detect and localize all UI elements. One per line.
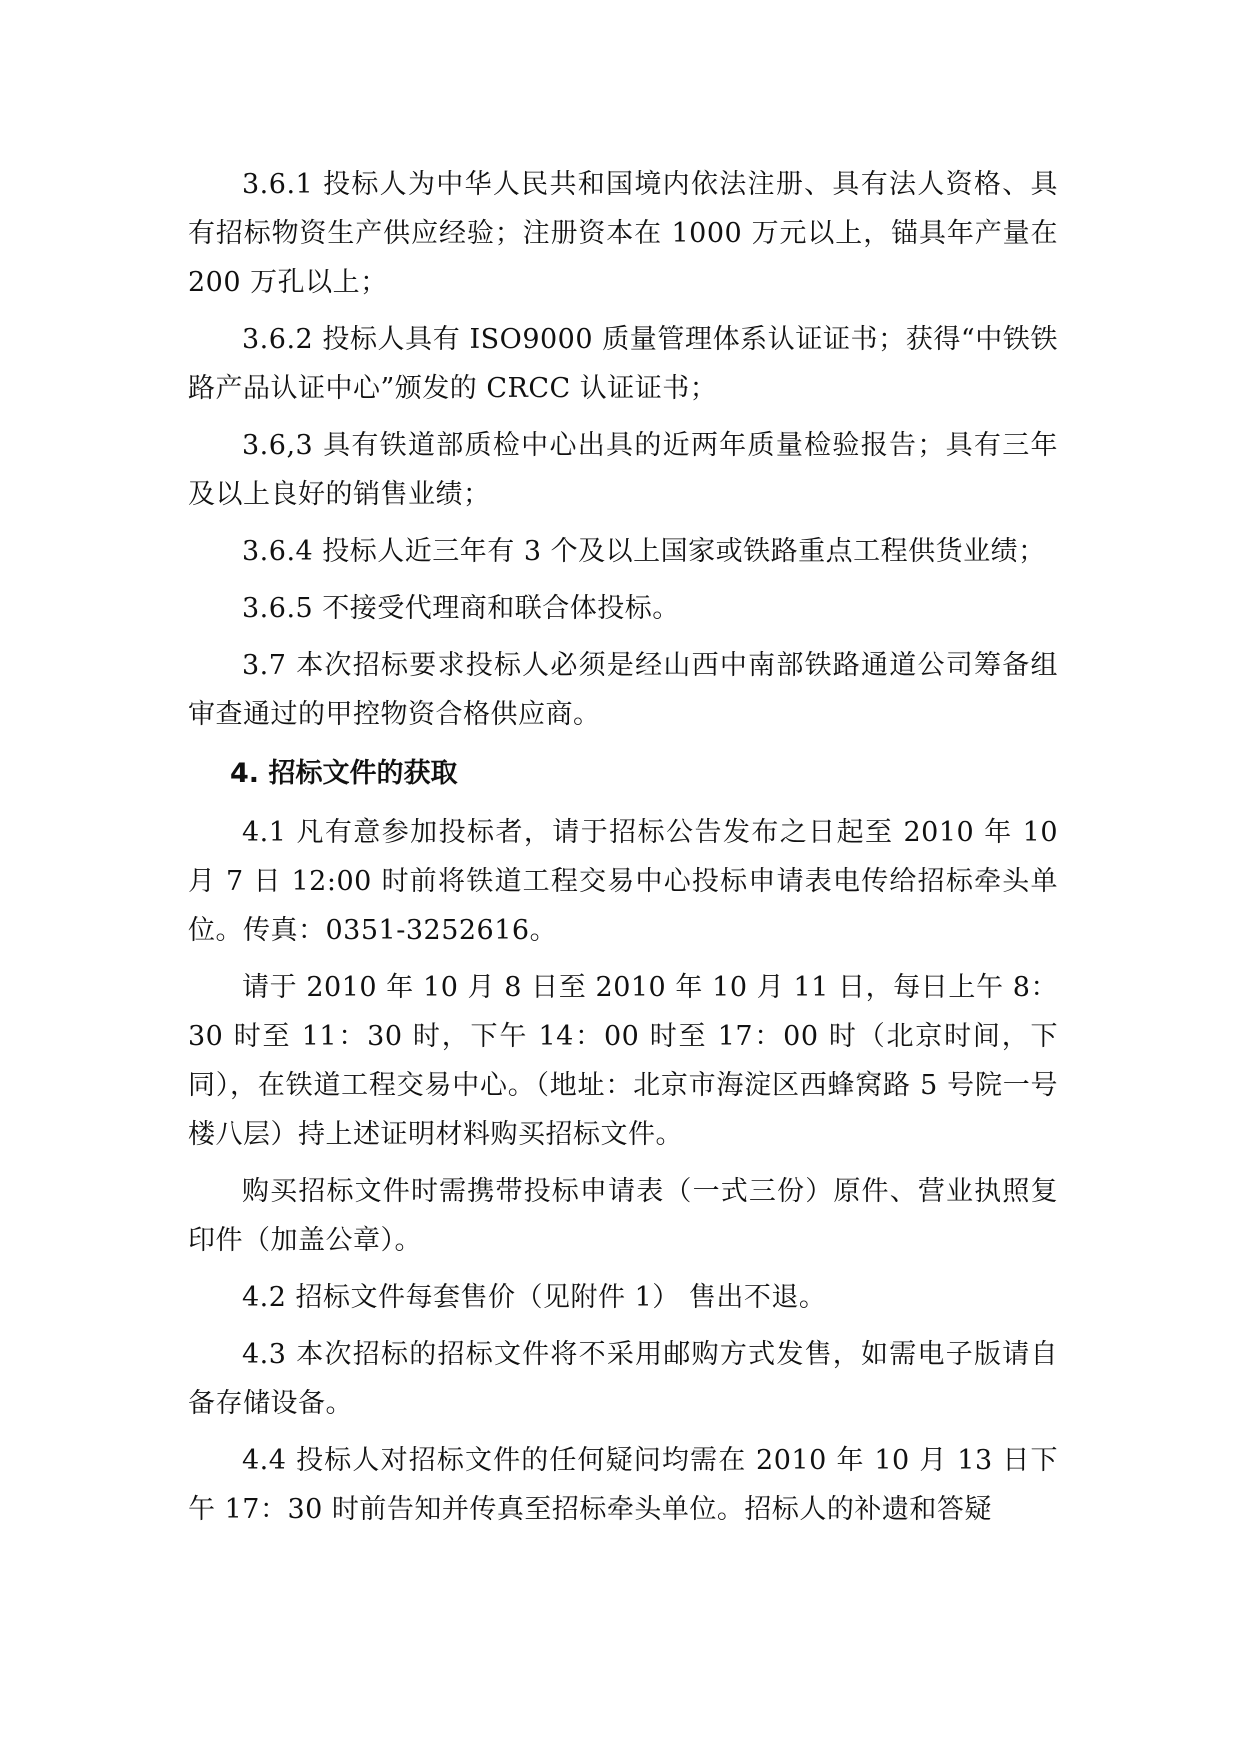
paragraph-4-2: 4.2 招标文件每套售价（见附件 1） 售出不退。 bbox=[242, 1282, 827, 1313]
paragraph-4-1-materials: 购买招标文件时需携带投标申请表（一式三份）原件、营业执照复印件（加盖公章）。 bbox=[188, 1176, 1058, 1256]
paragraph-3-6-1: 3.6.1 投标人为中华人民共和国境内依法注册、具有法人资格、具有招标物资生产供应经验；注册资本在 1000 万元以上，锚具年产量在 200 万孔以上； bbox=[188, 169, 1058, 298]
paragraph-4-1: 4.1 凡有意参加投标者，请于招标公告发布之日起至 2010 年 10 月 7 日 12:00 时前将铁道工程交易中心投标申请表电传给招标牵头单位。传真：0351-3252616。 bbox=[188, 817, 1058, 946]
document-body bbox=[188, 160, 1058, 1542]
paragraph-3-6-2: 3.6.2 投标人具有 ISO9000 质量管理体系认证证书；获得“中铁铁路产品认证中心”颁发的 CRCC 认证证书； bbox=[188, 324, 1058, 404]
paragraph-4-3: 4.3 本次招标的招标文件将不采用邮购方式发售，如需电子版请自备存储设备。 bbox=[188, 1339, 1058, 1419]
paragraph-3-6-3: 3.6,3 具有铁道部质检中心出具的近两年质量检验报告；具有三年及以上良好的销售业绩； bbox=[188, 430, 1058, 510]
paragraph-3-7: 3.7 本次招标要求投标人必须是经山西中南部铁路通道公司筹备组审查通过的甲控物资合格供应商。 bbox=[188, 650, 1058, 730]
paragraph-3-6-5: 3.6.5 不接受代理商和联合体投标。 bbox=[242, 593, 680, 624]
paragraph-4-4: 4.4 投标人对招标文件的任何疑问均需在 2010 年 10 月 13 日下午 17：30 时前告知并传真至招标牵头单位。招标人的补遗和答疑 bbox=[188, 1445, 1058, 1525]
section-heading-4: 4. 招标文件的获取 bbox=[230, 758, 458, 789]
paragraph-4-1-schedule: 请于 2010 年 10 月 8 日至 2010 年 10 月 11 日，每日上午 8：30 时至 11：30 时，下午 14：00 时至 17：00 时（北京时间，下同），在铁道工程交易中心。（地址：北京市海淀区西蜂窝路 5 号院一号楼八层）持上述证明材料购买招标文件。 bbox=[188, 972, 1058, 1150]
paragraph-3-6-4: 3.6.4 投标人近三年有 3 个及以上国家或铁路重点工程供货业绩； bbox=[242, 536, 1046, 567]
